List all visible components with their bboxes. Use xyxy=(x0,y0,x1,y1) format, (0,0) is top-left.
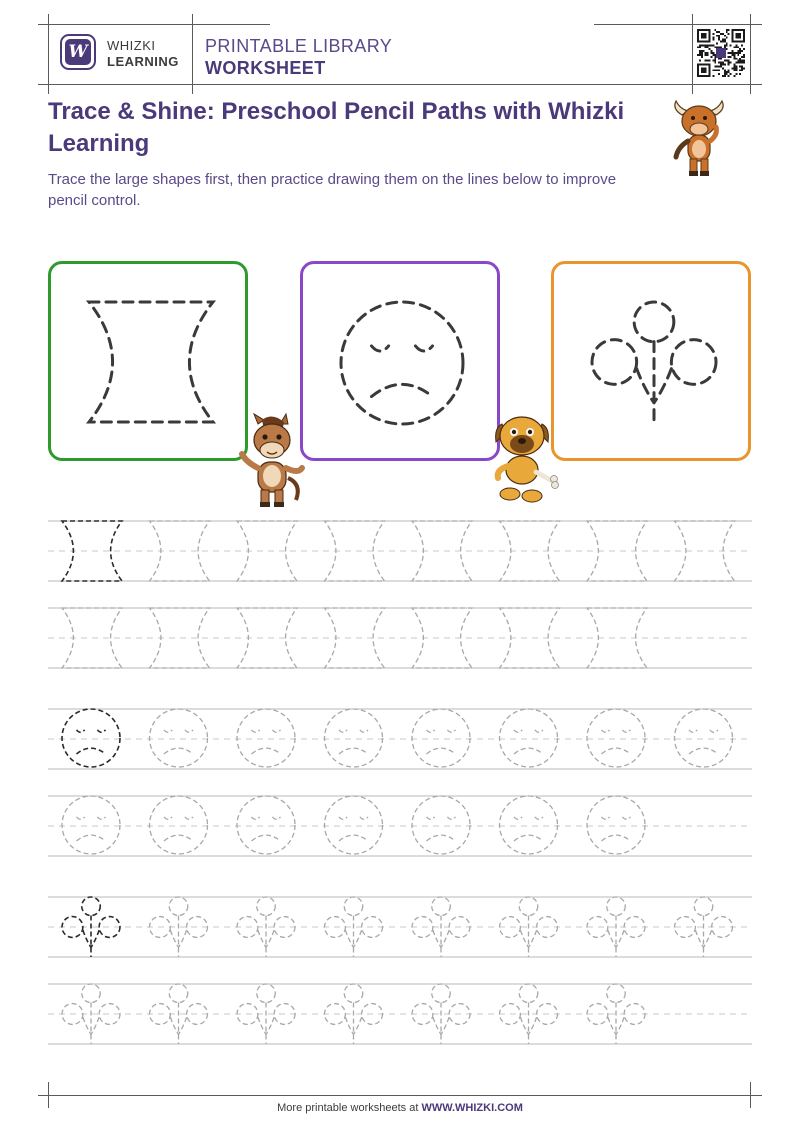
trace-sad-face xyxy=(500,709,558,767)
trace-sad-face xyxy=(150,709,208,767)
trace-hourglass xyxy=(325,521,385,581)
footer-link[interactable]: WWW.WHIZKI.COM xyxy=(421,1102,523,1114)
library-label-line1: PRINTABLE LIBRARY xyxy=(205,36,393,56)
trace-sad-face xyxy=(412,796,470,854)
trace-balloon-bunch xyxy=(237,984,295,1044)
trace-balloon-bunch xyxy=(412,984,470,1044)
trace-balloon-bunch xyxy=(237,897,295,957)
trace-hourglass xyxy=(500,521,560,581)
trace-balloon-bunch xyxy=(412,897,470,957)
practice-row-balloon-bunch xyxy=(48,984,752,1044)
worksheet-title: Trace & Shine: Preschool Pencil Paths with Whizki Learning xyxy=(48,98,625,157)
brand-name-line2: LEARNING xyxy=(107,54,179,69)
trace-hourglass xyxy=(412,521,472,581)
trace-hourglass xyxy=(500,608,560,668)
trace-hourglass xyxy=(587,608,647,668)
trace-sad-face xyxy=(62,796,120,854)
practice-row-balloon-bunch xyxy=(48,897,752,957)
practice-row-hourglass xyxy=(48,521,752,581)
trace-sad-face xyxy=(237,796,295,854)
trace-hourglass xyxy=(675,521,735,581)
trace-sad-face xyxy=(500,796,558,854)
trace-balloon-bunch xyxy=(325,897,383,957)
trace-hourglass xyxy=(325,608,385,668)
library-label-line2: WORKSHEET xyxy=(205,58,326,78)
trace-sad-face xyxy=(587,709,645,767)
trace-sad-face xyxy=(325,709,383,767)
trace-sad-face xyxy=(675,709,733,767)
practice-row-sad-face xyxy=(48,796,752,856)
footer-prefix: More printable worksheets at xyxy=(277,1102,422,1114)
model-sad-face xyxy=(62,709,120,767)
trace-sad-face xyxy=(325,796,383,854)
whizki-logo-letter: W xyxy=(65,39,91,65)
trace-sad-face xyxy=(150,796,208,854)
trace-sad-face xyxy=(237,709,295,767)
worksheet-instructions: Trace the large shapes first, then practice drawing them on the lines below to improve pencil control. xyxy=(48,171,617,209)
brand-name-line1: WHIZKI xyxy=(107,38,156,53)
practice-row-sad-face xyxy=(48,709,752,769)
trace-hourglass xyxy=(587,521,647,581)
trace-sad-face xyxy=(587,796,645,854)
footer-note xyxy=(0,1102,800,1114)
practice-row-hourglass xyxy=(48,608,752,668)
footer-frame-line xyxy=(38,1095,762,1096)
trace-sad-face xyxy=(412,709,470,767)
trace-balloon-bunch xyxy=(325,984,383,1044)
trace-hourglass xyxy=(412,608,472,668)
